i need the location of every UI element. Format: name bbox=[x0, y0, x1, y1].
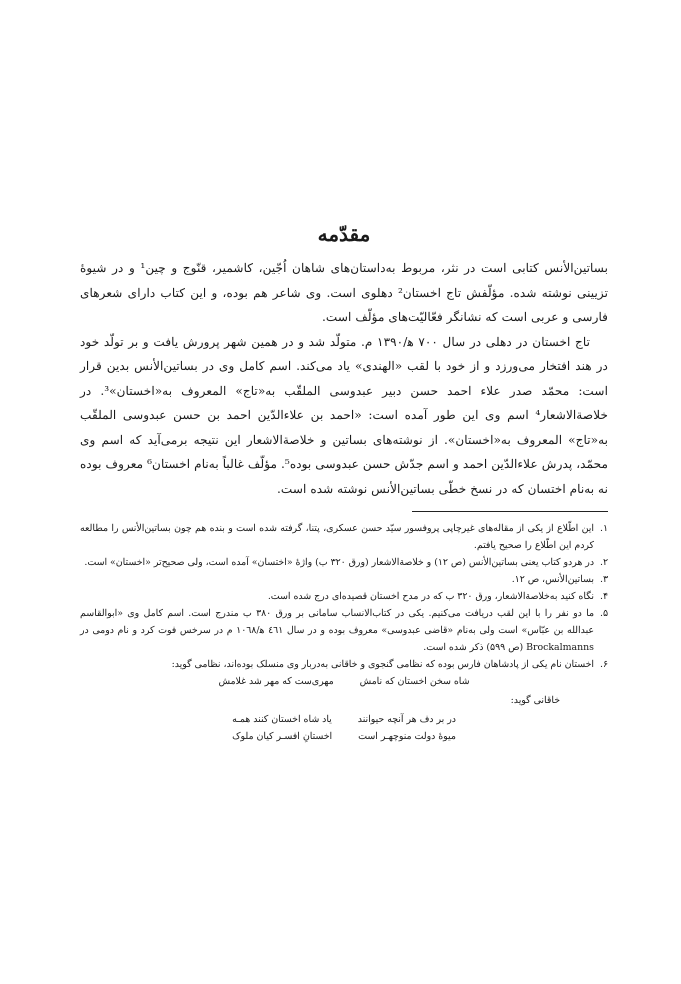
verse-hemistich: شاه سخن اخستان که نامش bbox=[359, 676, 470, 687]
document-page bbox=[80, 222, 608, 745]
verse-khaqani-2 bbox=[80, 728, 608, 745]
footnote-4: ۴. نگاه کنید به‌خلاصة‌الاشعار، ورق ۳۲۰ ب که در مدح اخستان قصیده‌ای درج شده است. bbox=[267, 591, 608, 602]
verse-hemistich: یاد شاه اخستان کنند همـه bbox=[232, 714, 332, 725]
footnote-1: ۱. این اطّلاع از یکی از مقاله‌های غیرچاپی پروفسور سیّد حسن عسکری، پتنا، گرفته شده است و بنده هم چون بساتین‌الأنس را مطالعه کردم این اطّلاع را صحیح یافتم. bbox=[80, 523, 608, 551]
verse-hemistich: میوهٔ دولت منوچهـر است bbox=[358, 731, 456, 742]
footnotes bbox=[80, 520, 608, 745]
paragraph-2: تاج اخستان در دهلی در سال ۷۰۰ ه‍/۱۳۹۰ م. متولّد شد و در همین شهر پرورش یافت و بر تولّد خود در هند افتخار می‌ورزد و از خود با لقب «الهندی» یاد می‌کند. اسم کامل وی در بساتین‌الأنس بدین قرار است: محمّد صدر علاء احمد حسن دبیر عبدوسی الملقّب به«تاج» المعروف به«اخستان»³. در خلاصة‌الاشعار⁴ اسم وی این طور آمده است: «احمد بن علاءالدّین احمد بن حسن عبدوسی الملقّب به«تاج» المعروف به«اخستان». از نوشته‌های بساتین و خلاصة‌الاشعار این نتیجه برمی‌آید که اسم وی محمّد، پدرش علاءالدّین احمد و اسم جدّش حسن عبدوسی بوده⁵. مؤلّف غالباً به‌نام اخستان⁶ معروف بوده نه به‌نام اختسان که در نسخ خطّی بساتین‌الأنس نوشته شده است. bbox=[80, 334, 609, 496]
verse-hemistich: اخستانِ افسـر کیان ملوک bbox=[232, 731, 333, 742]
paragraph-1: بساتین‌الأنس کتابی است در نثر، مربوط به‌داستان‌های شاهان اُجّین، کاشمیر، قنّوج و چین¹ و در شیوهٔ تزیینی نوشته شده. مؤلّفش تاج اخستان² دهلوی است. وی شاعر هم بوده، و این کتاب دارای شعرهای فارسی و عربی است که نشانگر فعّالیّت‌های مؤلّف است. bbox=[80, 261, 608, 324]
footnote-6: ۶. اخستان نام یکی از پادشاهان فارس بوده که نظامی گنجوی و خاقانی به‌دربار وی منسلک بوده‌اند، نظامی گوید: bbox=[171, 659, 608, 670]
verse-hemistich: در بر دف هر آنچه حیوانند bbox=[357, 714, 456, 725]
footnote-5: ۵. ما دو نفر را با این لقب دریافت می‌کنیم. یکی در کتاب‌الانساب سامانی بر ورق ۳۸۰ ب مندرج است. اسم کامل وی «ابوالقاسم عبدالله بن عبّاس» است ولی به‌نام «قاضی عبدوسی» معروف بوده و در سال ٤٦١ ه‍/۱۰٦۸ م در سرخس فوت کرد و نام دومی در Brockalmanns (ص ۵۹۹) ذکر شده است. bbox=[80, 608, 608, 653]
page-title: مقدّمه bbox=[317, 222, 371, 246]
verse-hemistich: مهری‌ست که مهر شد غلامش bbox=[218, 676, 334, 687]
footnote-divider bbox=[412, 511, 608, 512]
footnote-2: ۲. در هردو کتاب یعنی بساتین‌الأنس (ص ۱۲) و خلاصة‌الاشعار (ورق ۳۲۰ ب) واژهٔ «اختسان» آمده است، ولی صحیح‌تر «اخستان» است. bbox=[84, 557, 608, 568]
verse-nezami bbox=[80, 673, 608, 690]
verse-khaqani-1 bbox=[80, 711, 608, 728]
verse-intro-khaqani: خاقانی گوید: bbox=[510, 695, 560, 706]
footnote-3: ۳. بساتین‌الأنس، ص ۱۲. bbox=[511, 574, 608, 585]
